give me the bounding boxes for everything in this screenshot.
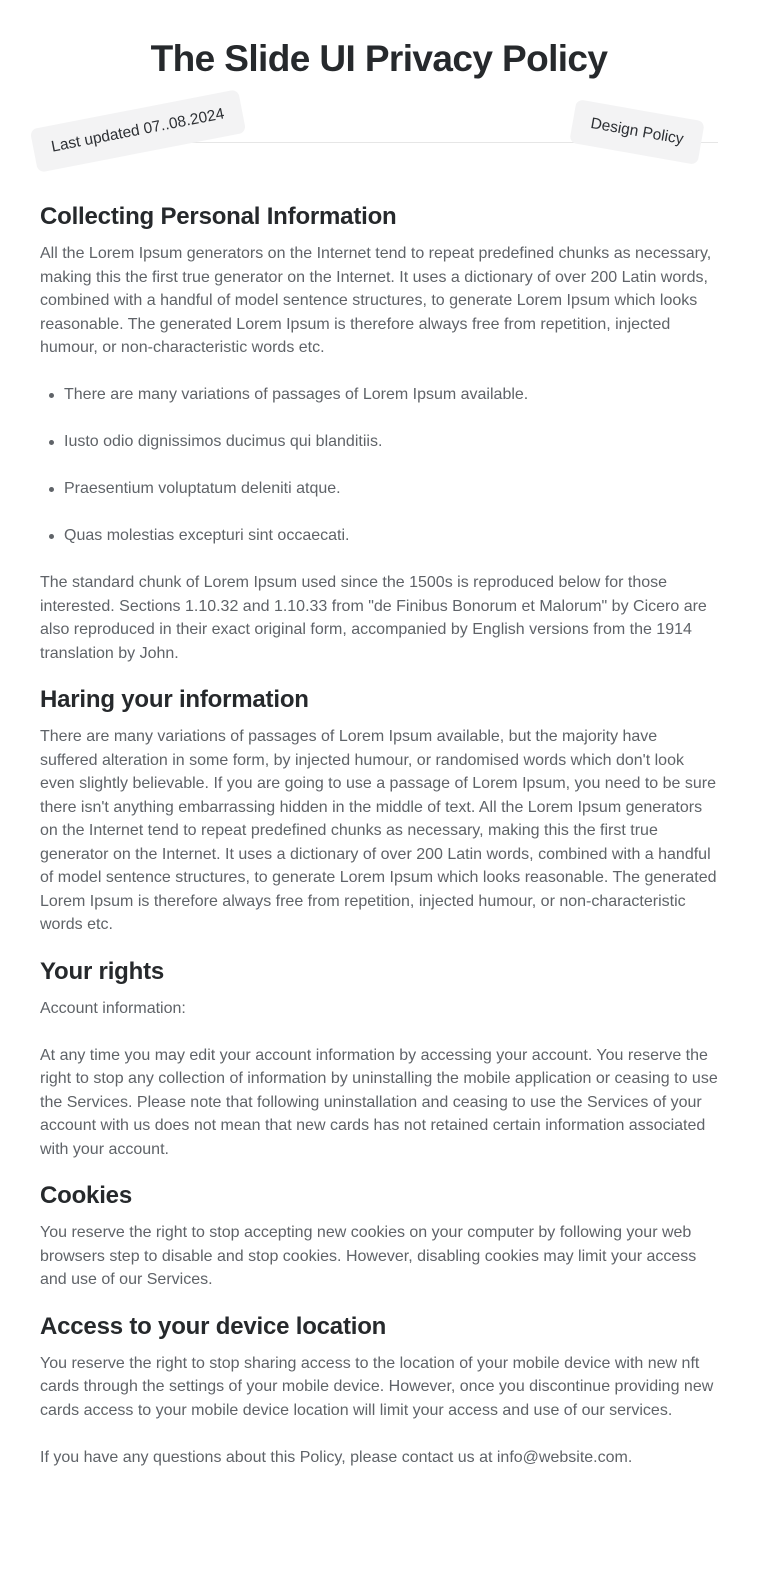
account-information-label: Account information: [40, 999, 186, 1017]
page-title: The Slide UI Privacy Policy [150, 38, 608, 79]
section-heading: Cookies [40, 1182, 132, 1209]
last-updated-badge: Last updated 07..08.2024 [30, 89, 246, 173]
section-heading: Access to your device location [40, 1312, 387, 1340]
list-item: Iusto odio dignissimos ducimus qui blanditiis. [40, 430, 718, 454]
bullet-list [40, 383, 718, 548]
list-item: There are many variations of passages of Lorem Ipsum available. [40, 383, 718, 407]
section-heading: Haring your information [40, 686, 309, 713]
list-item: Quas molestias excepturi sint occaecati. [40, 524, 718, 548]
section-rights [40, 957, 718, 1162]
section-heading: Your rights [40, 957, 165, 985]
section-cookies [40, 1181, 718, 1292]
section-paragraph: You reserve the right to stop sharing access to the location of your mobile device with new nft cards through the settings of your mobile device. However, once you discontinue providing new cards access to your mobile device location will limit your access and use of our services. [40, 1354, 714, 1419]
section-paragraph: There are many variations of passages of Lorem Ipsum available, but the majority have suffered alteration in some form, by injected humour, or randomised words which don't look even slightly believable. If you are going to use a passage of Lorem Ipsum, you need to be sure there isn't anything embarrassing hidden in the middle of text. All the Lorem Ipsum generators on the Internet tend to repeat predefined chunks as necessary, making this the first true generator on the Internet. It uses a dictionary of over 200 Latin words, combined with a handful of model sentence structures, to generate Lorem Ipsum which looks reasonable. The generated Lorem Ipsum is therefore always free from repetition, injected humour, or non-characteristic words etc. [40, 728, 717, 933]
section-paragraph: At any time you may edit your account information by accessing your account. You reserve the right to stop any collection of information by uninstalling the mobile application or ceasing to use the Services. Please note that following uninstallation and ceasing to use the Services of your account with us does not mean that new cards has not retained certain information associated with your account. [40, 1046, 718, 1158]
section-paragraph: The standard chunk of Lorem Ipsum used since the 1500s is reproduced below for those interested. Sections 1.10.32 and 1.10.33 from "de Finibus Bonorum et Malorum" by Cicero are also reproduced in their exact original form, accompanied by English versions from the 1914 translation by John. [40, 574, 707, 662]
section-sharing [40, 685, 718, 937]
design-policy-badge: Design Policy [569, 99, 705, 165]
section-paragraph: All the Lorem Ipsum generators on the Internet tend to repeat predefined chunks as necessary, making this the first true generator on the Internet. It uses a dictionary of over 200 Latin words, combined with a handful of model sentence structures, to generate Lorem Ipsum which looks reasonable. The generated Lorem Ipsum is therefore always free from repetition, injected humour, or non-characteristic words etc. [40, 245, 712, 356]
policy-content [40, 202, 718, 1469]
section-heading: Collecting Personal Information [40, 203, 397, 230]
section-location [40, 1312, 718, 1470]
contact-paragraph: If you have any questions about this Policy, please contact us at info@website.com. [40, 1448, 633, 1466]
section-paragraph: You reserve the right to stop accepting new cookies on your computer by following your web browsers step to disable and stop cookies. However, disabling cookies may limit your access and use of our Services. [40, 1224, 697, 1288]
list-item: Praesentium voluptatum deleniti atque. [40, 477, 718, 501]
section-collecting [40, 202, 718, 665]
